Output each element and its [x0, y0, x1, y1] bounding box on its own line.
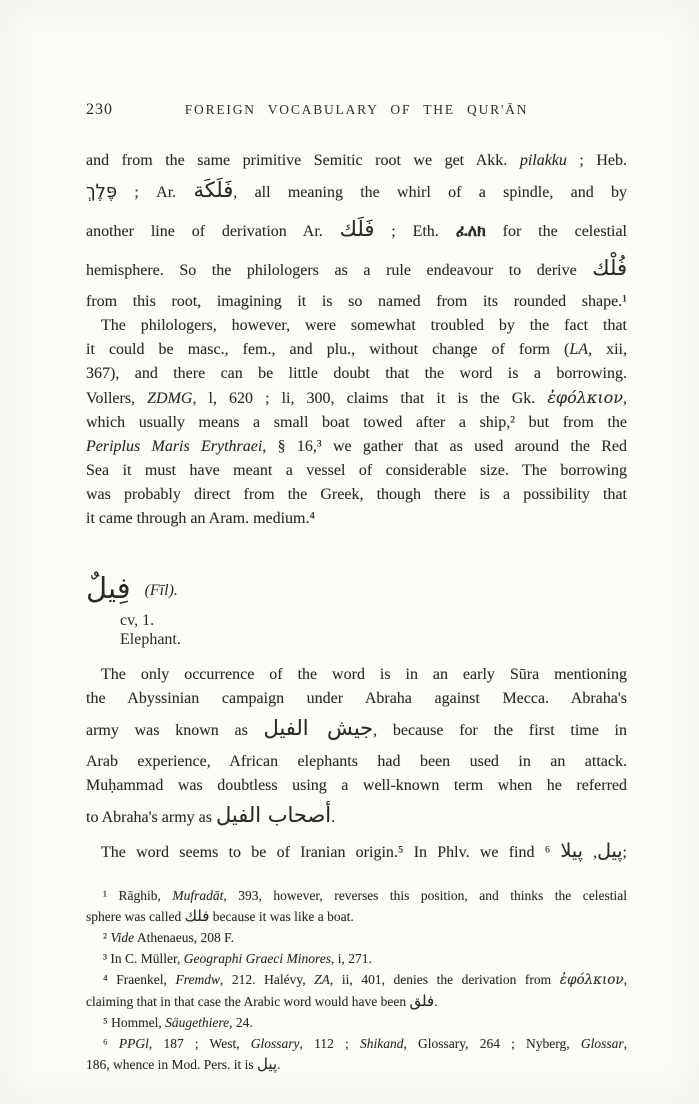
footnote-line [86, 1033, 627, 1054]
text-segment: ⁶ [103, 1036, 119, 1051]
text-segment: ⁶; [544, 844, 627, 861]
text-segment: فَلَك [339, 217, 375, 241]
text-segment: LA [569, 341, 589, 358]
text-segment: Muḥammad was doubtless using a well-known term when he referred [86, 777, 627, 794]
text-segment: Vide [110, 930, 135, 945]
text-line [86, 212, 627, 251]
text-segment: Shikand [359, 1036, 404, 1051]
text-segment: , xii, [588, 341, 628, 358]
text-segment: ⁵ Hommel, [103, 1015, 166, 1030]
text-segment: Geographi Graeci Minores [183, 951, 331, 966]
text-line [86, 386, 627, 411]
text-segment: was probably direct from the Greek, though there is a possibility that [86, 486, 627, 503]
text-segment: Athenaeus, 208 F. [134, 930, 234, 945]
text-line [86, 459, 627, 483]
text-line [86, 149, 627, 173]
text-segment: ; Ar. [117, 184, 194, 201]
text-segment: ; Heb. [566, 152, 628, 169]
text-segment: فلق [409, 992, 435, 1010]
entry-headword [86, 557, 627, 603]
text-segment: and from the same primitive Semitic root we get Akk. [86, 152, 520, 169]
text-line [86, 483, 627, 507]
text-segment: Glossar [580, 1036, 624, 1051]
page-number: 230 [86, 101, 113, 118]
text-segment: , [623, 972, 627, 987]
running-title: FOREIGN VOCABULARY OF THE QUR'ĀN [184, 102, 529, 117]
text-segment: , [623, 1036, 627, 1051]
footnote-line [86, 969, 627, 991]
text-segment: פֶּלֶךְ [86, 181, 118, 202]
text-segment: پيلا [560, 840, 583, 862]
text-segment: , i, 271. [330, 951, 372, 966]
footnote-line [86, 927, 627, 948]
dictionary-entry-heading [86, 557, 627, 649]
footnote-line [86, 906, 627, 927]
page-header [86, 0, 627, 123]
text-segment: . [277, 1057, 281, 1072]
text-segment: Säugethiere [165, 1015, 230, 1030]
text-segment: , 112 ; [299, 1036, 360, 1051]
text-segment: Periplus Maris Erythraei [86, 438, 263, 455]
text-segment: another line of derivation Ar. [86, 223, 340, 240]
text-segment: ² [103, 930, 111, 945]
text-segment: , because for the first time in [373, 722, 627, 739]
text-segment: to Abraha's army as [86, 809, 216, 826]
footnote-line [86, 948, 627, 969]
text-segment: أصحاب الفيل [215, 803, 332, 827]
text-segment: because it was like a boat. [209, 909, 354, 924]
text-segment: , ii, 401, denies the derivation from [329, 972, 560, 987]
paragraph-semitic-root [86, 149, 627, 314]
text-segment: from this root, imagining it is so named from its rounded shape.¹ [86, 293, 627, 310]
entry-gloss: Elephant. [120, 631, 181, 648]
paragraph-philologers [86, 314, 627, 531]
footnote-line [86, 1012, 627, 1033]
text-segment: Fremdw [175, 972, 220, 987]
text-segment: ZA [314, 972, 330, 987]
text-segment: ፈለክ [455, 221, 486, 240]
text-segment: , § 16,³ we gather that as used around the Red [262, 438, 628, 455]
text-segment: ⁴ Fraenkel, [103, 972, 176, 987]
text-segment: , l, 620 ; li, 300, claims that it is the Gk. [192, 390, 548, 407]
text-line [86, 798, 627, 837]
text-segment: The word seems to be of Iranian origin.⁵ In Phlv. we find [101, 844, 545, 861]
text-segment: . [434, 994, 438, 1009]
text-segment: فُلْك [592, 256, 627, 280]
footnote-line [86, 1054, 627, 1075]
text-segment: The philologers, however, were somewhat troubled by the fact that [101, 317, 627, 334]
paragraph-iranian-origin [86, 841, 627, 865]
text-segment: army was known as [86, 722, 264, 739]
text-segment: which usually means a small boat towed after a ship,² but from the [86, 414, 627, 431]
text-segment: Vollers, [86, 390, 148, 407]
text-line [86, 435, 627, 459]
paragraph-elephant-occurrence [86, 663, 627, 837]
text-segment: sphere was called [86, 909, 185, 924]
text-segment: , 187 ; West, [148, 1036, 251, 1051]
text-line [86, 338, 627, 362]
text-line [86, 173, 627, 212]
text-segment: for the celestial [485, 223, 628, 240]
text-segment: Arab experience, African elephants had been used in an attack. [86, 753, 627, 770]
text-segment: PPGl [118, 1036, 149, 1051]
text-line [86, 663, 627, 687]
text-segment: ZDMG [147, 390, 193, 407]
text-line [86, 290, 627, 314]
text-segment: claiming that in that case the Arabic word would have been [86, 994, 410, 1009]
text-segment: , 24. [229, 1015, 253, 1030]
text-segment: ; Eth. [374, 223, 456, 240]
text-segment: it came through an Aram. medium.⁴ [86, 510, 316, 527]
text-line [86, 711, 627, 750]
text-segment: ³ In C. Müller, [103, 951, 184, 966]
text-line [86, 314, 627, 338]
text-segment: , [623, 390, 628, 407]
footnotes [86, 885, 627, 1075]
text-line [86, 750, 627, 774]
text-segment: , 212. Halévy, [219, 972, 315, 987]
text-segment: ἐφόλκιον [559, 972, 624, 988]
text-segment: . [331, 809, 336, 826]
text-segment: it could be masc., fem., and plu., without change of form ( [86, 341, 570, 358]
text-segment: , 393, however, reverses this position, and thinks the celestial [223, 888, 627, 903]
entry-transliteration: (Fīl). [144, 582, 178, 599]
text-segment: پيل [257, 1055, 278, 1073]
text-segment: , Glossary, 264 ; Nyberg, [403, 1036, 581, 1051]
text-line [86, 774, 627, 798]
text-line [86, 411, 627, 435]
entry-headword-arabic: فِيلٌ [86, 571, 131, 605]
text-segment: , all meaning the whirl of a spindle, and by [233, 184, 627, 201]
text-segment: پيل [597, 840, 623, 862]
text-block [86, 0, 627, 1075]
text-segment: فَلَكَة [193, 178, 234, 202]
text-segment: Glossary [250, 1036, 300, 1051]
text-line [86, 362, 627, 386]
text-segment: pilakku [519, 152, 567, 169]
text-line [86, 687, 627, 711]
text-segment: فلك [184, 907, 210, 925]
footnote-line [86, 991, 627, 1012]
text-segment: hemisphere. So the philologers as a rule endeavour to derive [86, 262, 593, 279]
text-segment: The only occurrence of the word is in an early Sūra mentioning [101, 666, 627, 683]
text-segment: ¹ Rāghib, [103, 888, 173, 903]
text-segment: جيش الفيل [263, 716, 374, 740]
entry-verse-reference: cv, 1. [120, 612, 155, 629]
text-segment: 367), and there can be little doubt that the word is a borrowing. [86, 365, 627, 382]
text-segment: ἐφόλκιον [547, 388, 624, 407]
text-segment: 186, whence in Mod. Pers. it is [86, 1057, 257, 1072]
text-segment: , [582, 844, 598, 861]
text-segment: Sea it must have meant a vessel of considerable size. The borrowing [86, 462, 627, 479]
footnote-line [86, 885, 627, 906]
text-line [86, 507, 627, 531]
text-segment: the Abyssinian campaign under Abraha against Mecca. Abraha's [86, 690, 627, 707]
text-line [86, 251, 627, 290]
text-segment: Mufradāt [172, 888, 224, 903]
text-line [86, 841, 627, 865]
